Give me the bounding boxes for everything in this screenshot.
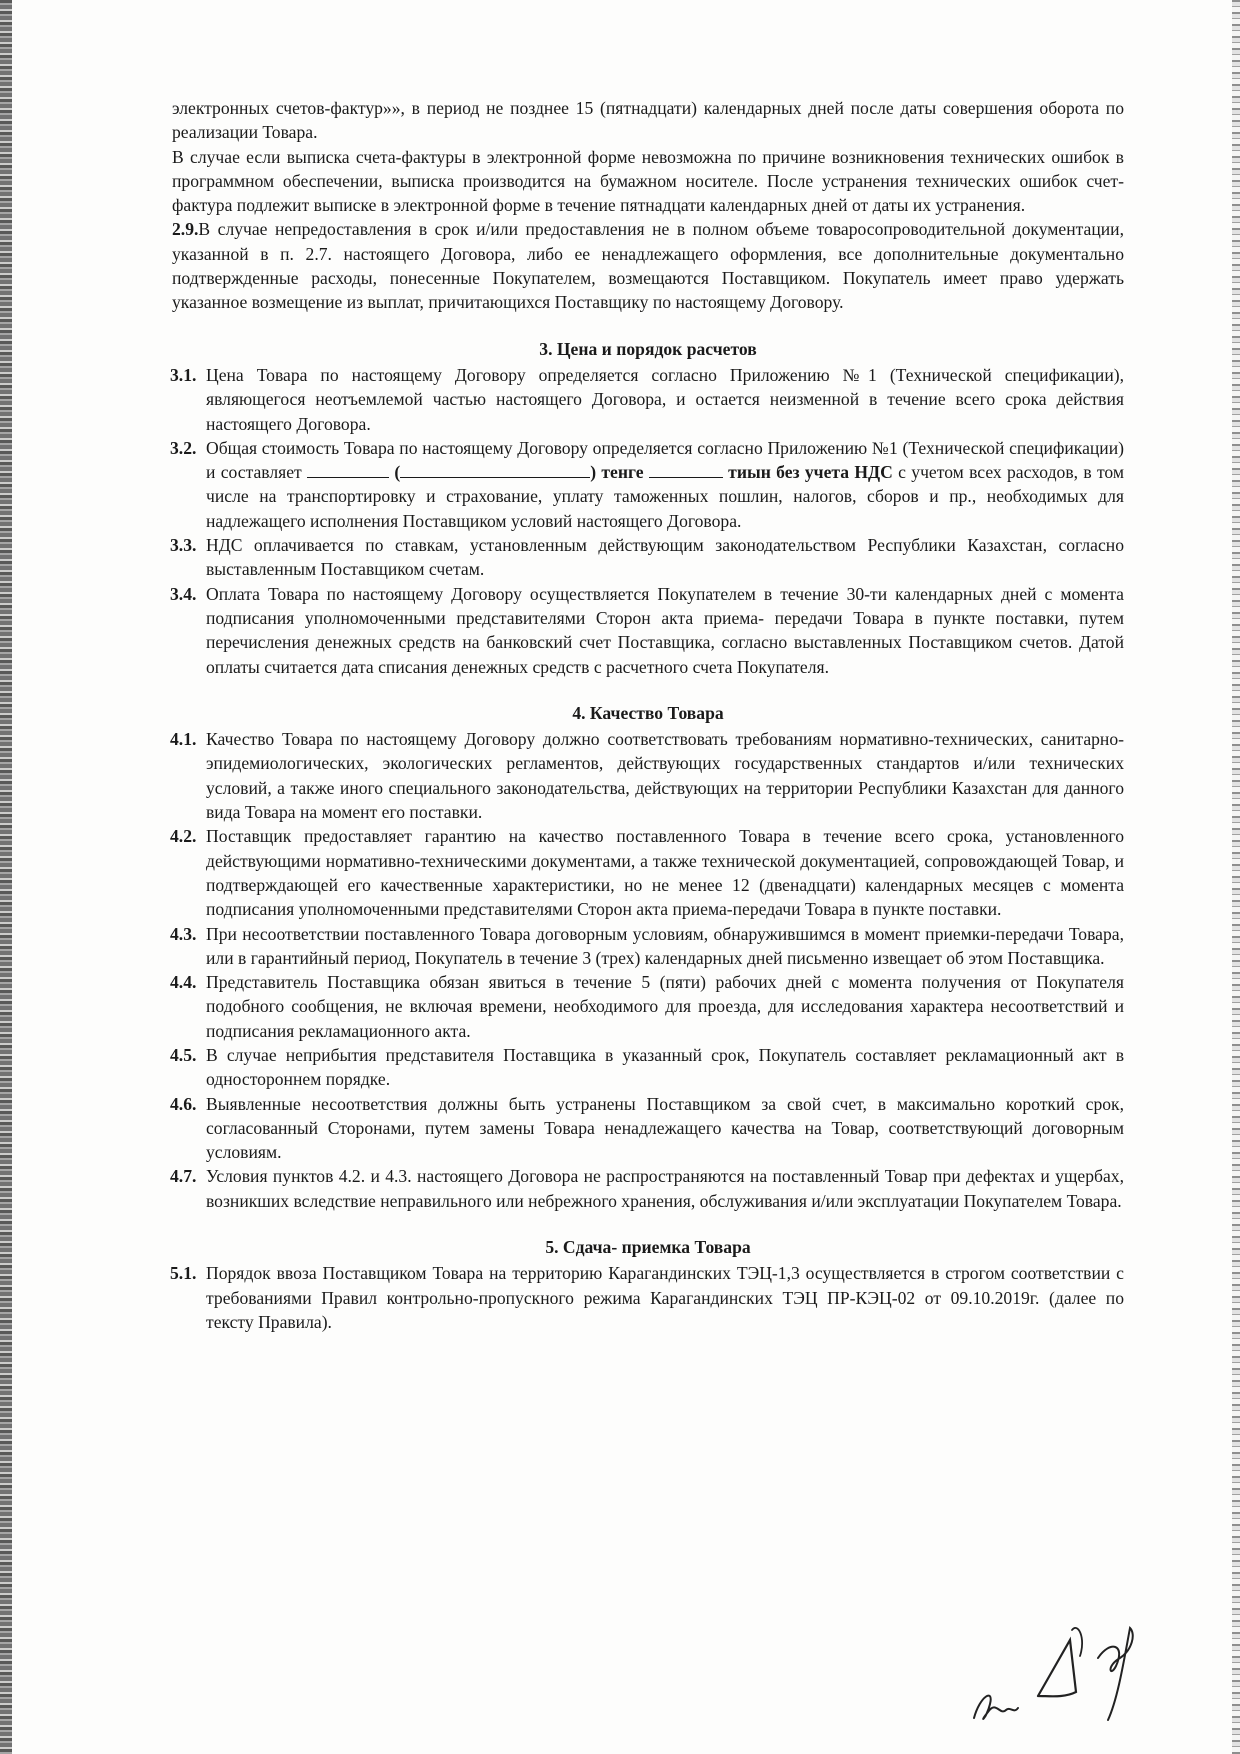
clause-text-part-a: Общая стоимость Товара по настоящему Договору определяется согласно Приложению №1 (Технической спецификации) и составляет [206, 437, 1124, 483]
clause-number: 4.1. [170, 729, 197, 750]
clause-number: 4.5. [170, 1044, 197, 1065]
clause-text: При несоответствии поставленного Товара договорным условиям, обнаружившимся в момент приемки-передачи Товара, или в гарантийный период, Покупатель в течение 3 (трех) календарных дней письменно извещает об этом Поставщика. [206, 923, 1124, 968]
clause-number: 4.2. [170, 826, 197, 847]
tiyn-blank-field [649, 461, 723, 478]
clause-text: В случае неприбытия представителя Поставщика в указанный срок, Покупатель составляет рекламационный акт в одностороннем порядке. [206, 1044, 1124, 1090]
clause-number: 4.6. [170, 1093, 197, 1114]
paren-open: ( [394, 462, 401, 483]
clause-3-3 [172, 533, 1124, 582]
clause-text: Качество Товара по настоящему Договору должно соответствовать требованиям нормативно-технических, санитарно-эпидемиологических, экологических регламентов, действующих государственных стандартов и/или технических условий, а также иного специального законодательства, действующих на территории Республики Казахстан для данного вида Товара на момент его поставки. [206, 729, 1124, 823]
clause-number: 3.1. [170, 364, 197, 385]
clause-4-1 [172, 727, 1124, 824]
vat-note: тиын без учета НДС [728, 462, 893, 483]
clause-text: Условия пунктов 4.2. и 4.3. настоящего Договора не распространяются на поставленный Товар при дефектах и ущербах, возникших вследствие неправильного или небрежного хранения, обслуживания и/или эксплуатации Покупателем Товара. [206, 1166, 1124, 1211]
clause-text: Выявленные несоответствия должны быть устранены Поставщиком за свой счет, в максимально короткий срок, согласованный Сторонами, путем замены Товара ненадлежащего качества на Товар, соответствующий договорным условиям. [206, 1093, 1124, 1163]
clause-number: 3.2. [170, 437, 197, 458]
section-3-heading: 3. Цена и порядок расчетов [539, 338, 757, 359]
amount-words-blank-field [400, 461, 590, 478]
clause-4-6 [172, 1092, 1124, 1165]
clause-text: В случае непредоставления в срок и/или предоставления не в полном объеме товаросопроводительной документации, указанной в п. 2.7. настоящего Договора, либо ее ненадлежащего оформления, все дополнительные документально подтвержденные расходы, понесенные Покупателем, возмещаются Поставщиком. Покупатель имеет право удержать указанное возмещение из выплат, причитающихся Поставщику по настоящему Договору. [172, 219, 1124, 313]
clause-4-4 [172, 970, 1124, 1043]
currency-label: ) тенге [590, 462, 644, 483]
clause-4-5 [172, 1043, 1124, 1092]
clause-text-part-c: с учетом всех расходов, в том числе на транспортировку и страхование, уплату таможенных пошлин, налогов, сборов и пр., необходимых для надлежащего исполнения Поставщиком условий настоящего Договора. [206, 462, 1125, 531]
clause-4-3 [172, 922, 1124, 971]
clause-number: 4.4. [170, 972, 197, 993]
document-page [172, 96, 1124, 1334]
clause-3-1 [172, 363, 1124, 436]
clause-3-4 [172, 582, 1124, 679]
clause-number: 2.9. [172, 219, 199, 240]
clause-text [206, 436, 1124, 533]
clause-text: Представитель Поставщика обязан явиться в течение 5 (пяти) рабочих дней с момента получения от Покупателя подобного сообщения, не включая времени, необходимого для проезда, для исследования характера несоответствий и подписания рекламационного акта. [206, 972, 1124, 1041]
clause-5-1 [172, 1261, 1124, 1334]
clause-number: 4.3. [170, 923, 197, 944]
clause-text: НДС оплачивается по ставкам, установленным действующим законодательством Республики Казахстан, согласно выставленным Поставщиком счетам. [206, 535, 1124, 580]
section-4-heading: 4. Качество Товара [572, 702, 724, 723]
paragraph-invoice-deadline: электронных счетов-фактур»», в период не позднее 15 (пятнадцати) календарных дней после даты совершения оборота по реализации Товара. [172, 98, 1124, 143]
clause-number: 5.1. [170, 1263, 197, 1284]
clause-text: Оплата Товара по настоящему Договору осуществляется Покупателем в течение 30-ти календарных дней с момента подписания уполномоченными представителями Сторон акта приема- передачи Товара в пункте поставки, путем перечисления денежных средств на банковский счет Поставщика, согласно выставленных Поставщиком счетов. Датой оплаты считается дата списания денежных средств с расчетного счета Покупателя. [206, 583, 1124, 677]
section-5-heading: 5. Сдача- приемка Товара [545, 1237, 751, 1258]
clause-3-2 [172, 436, 1124, 533]
clause-4-7 [172, 1164, 1124, 1213]
clause-2-9 [172, 217, 1124, 314]
clause-number: 4.7. [170, 1166, 197, 1187]
clause-text: Порядок ввоза Поставщиком Товара на территорию Карагандинских ТЭЦ-1,3 осуществляется в строгом соответствии с требованиями Правил контрольно-пропускного режима Карагандинских ТЭЦ ПР-КЭЦ-02 от 09.10.2019г. (далее по тексту Правила). [206, 1263, 1124, 1332]
paragraph-paper-invoice: В случае если выписка счета-фактуры в электронной форме невозможна по причине возникновения технических ошибок в программном обеспечении, выписка производится на бумажном носителе. После устранения технических ошибок счет-фактура подлежит выписке в электронной форме в течение пятнадцати календарных дней от даты их устранения. [172, 146, 1124, 216]
amount-blank-field [307, 461, 389, 478]
scan-edge-right [1232, 0, 1240, 1754]
handwritten-signature-icon [960, 1600, 1170, 1730]
clause-number: 3.4. [170, 583, 197, 604]
clause-text: Поставщик предоставляет гарантию на качество поставленного Товара в течение всего срока, установленного действующими нормативно-техническими документами, а также технической документацией, сопровождающей Товар, и подтверждающей его качественные характеристики, но не менее 12 (двенадцати) календарных месяцев с момента подписания уполномоченными представителями Сторон акта приема-передачи Товара в пункте поставки. [206, 826, 1124, 920]
scan-edge-left [0, 0, 12, 1754]
clause-text: Цена Товара по настоящему Договору определяется согласно Приложению №1 (Технической спецификации), являющегося неотъемлемой частью настоящего Договора, и остается неизменной в течение всего срока действия настоящего Договора. [206, 364, 1124, 434]
clause-4-2 [172, 824, 1124, 921]
clause-number: 3.3. [170, 535, 197, 556]
